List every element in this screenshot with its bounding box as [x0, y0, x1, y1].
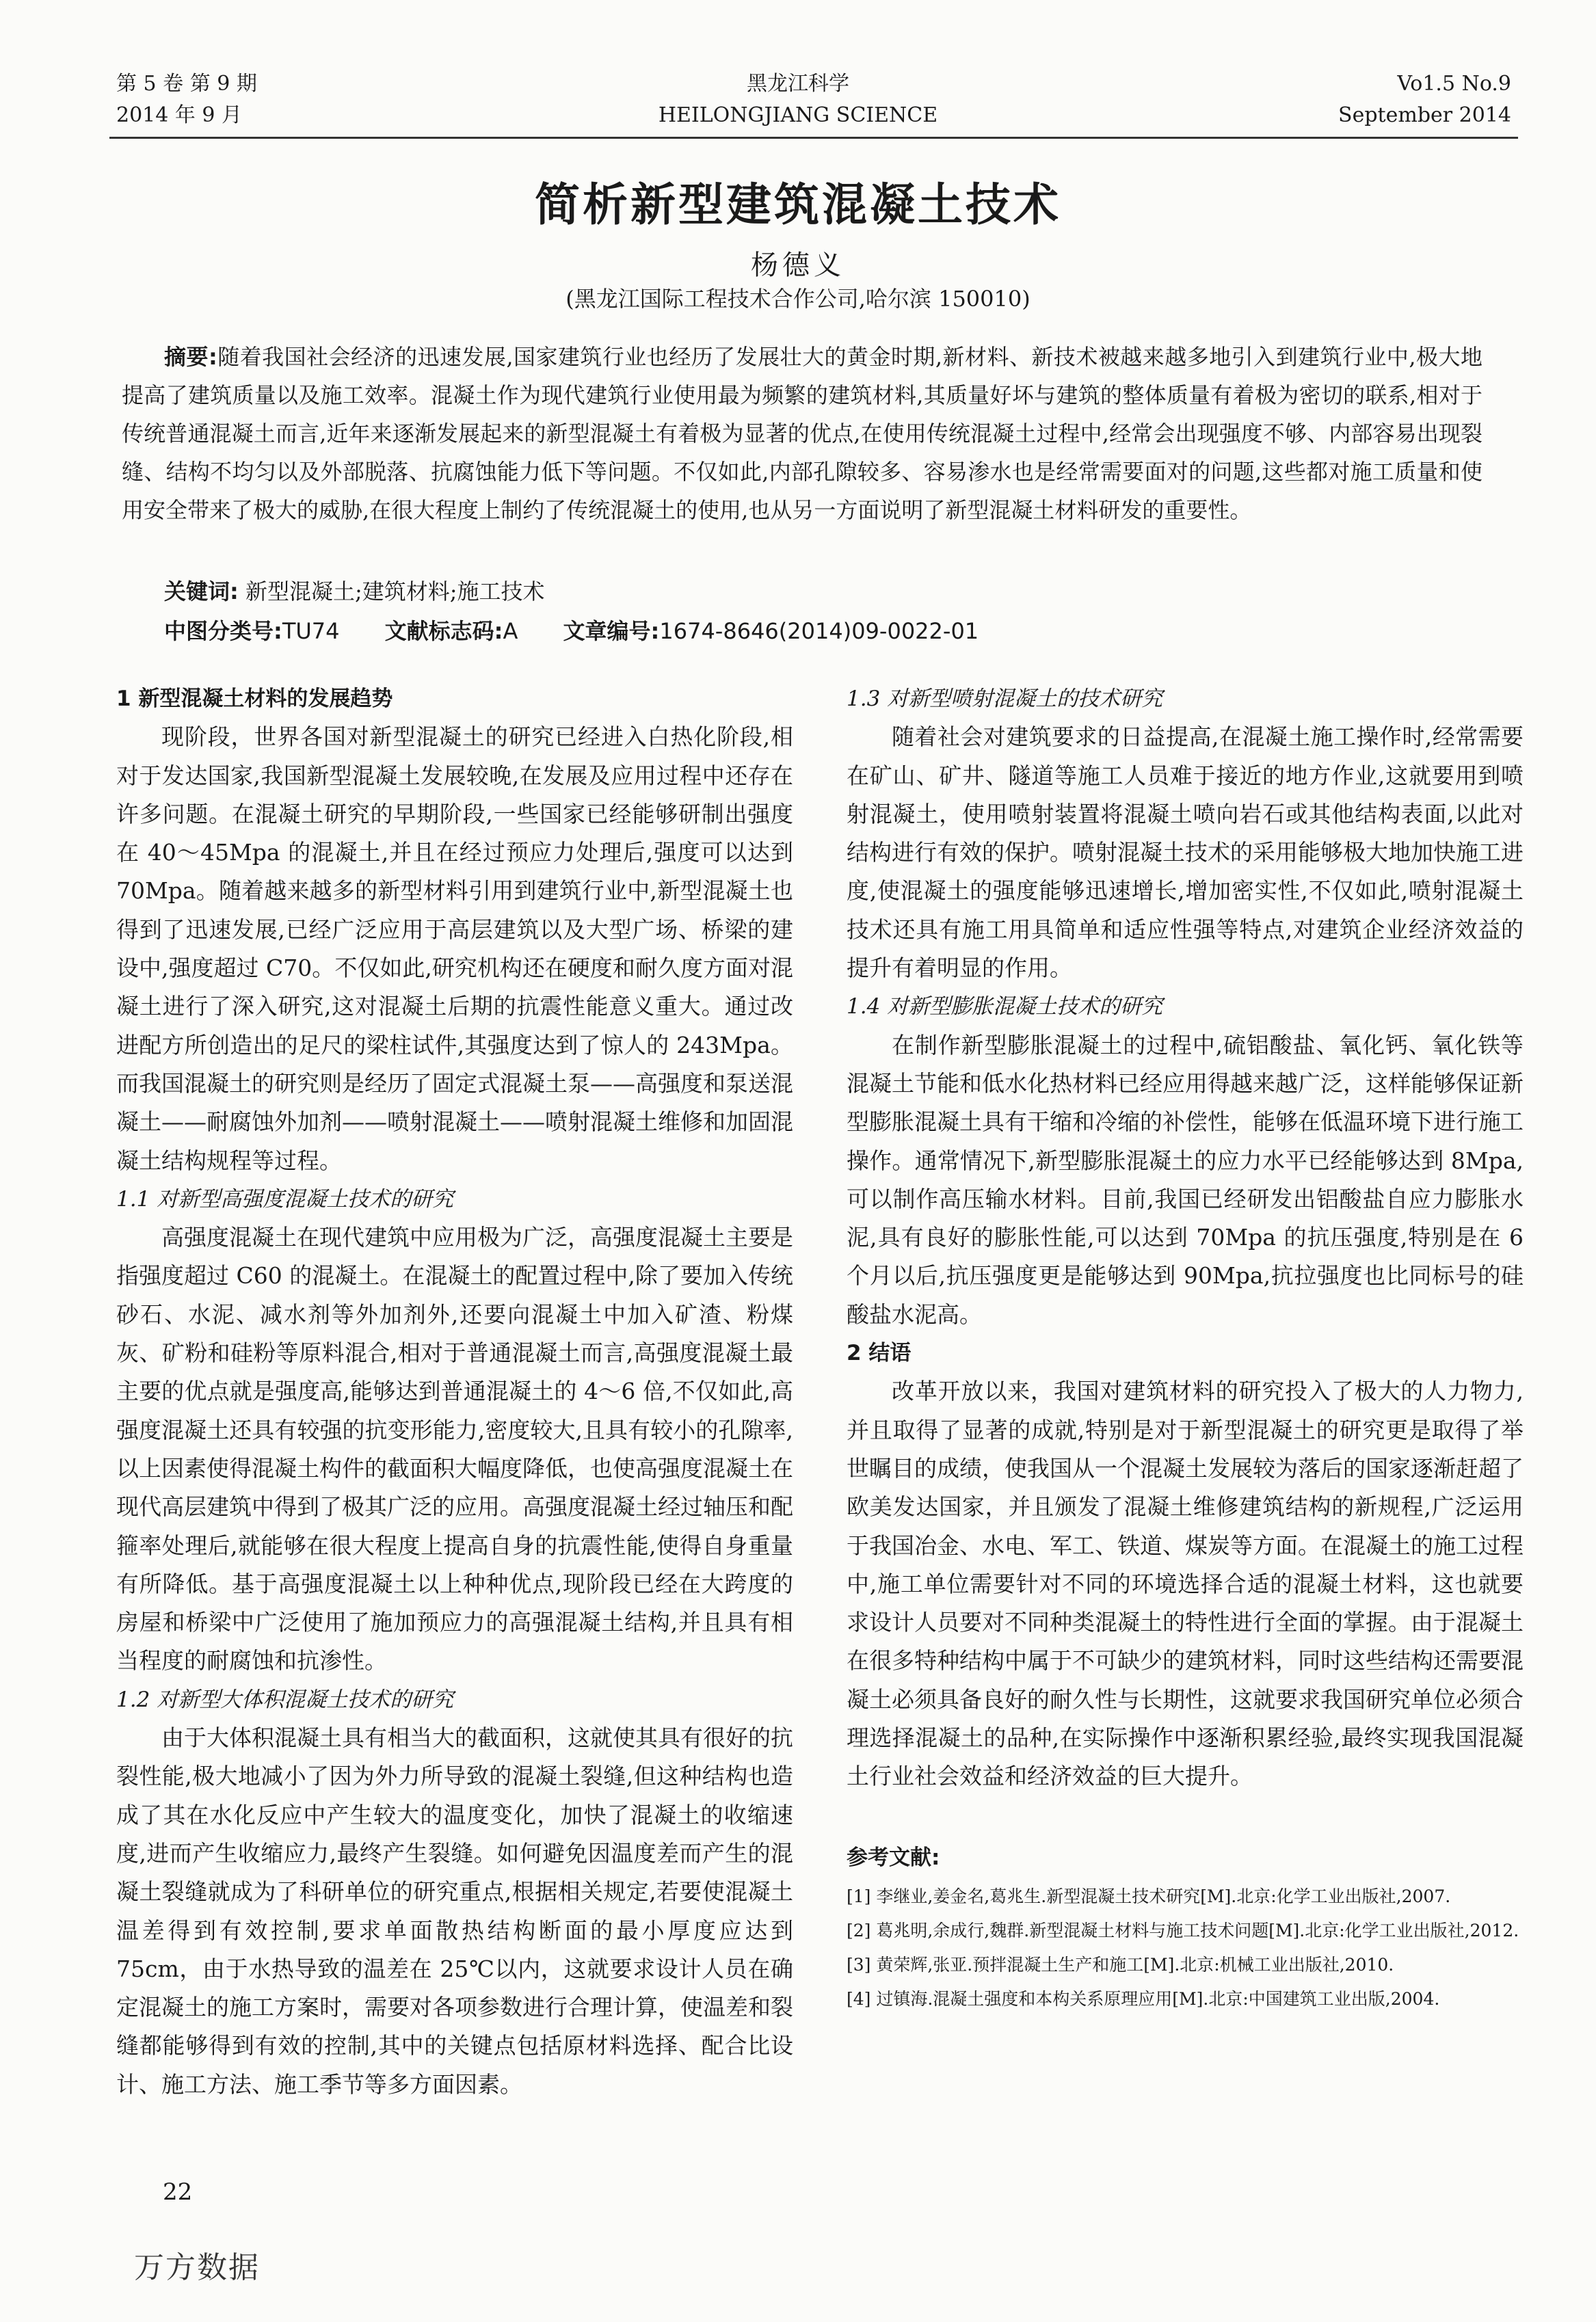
section-heading-1-4: 1.4 对新型膨胀混凝土技术的研究: [847, 994, 1163, 1019]
section-2-paragraph: 改革开放以来，我国对建筑材料的研究投入了极大的人力物力,并且取得了显著的成就,特别是对于新型混凝土的研究更是取得了举世瞩目的成绩，使我国从一个混凝土发展较为落后的国家逐渐赶超了欧美发达国家，并且颁发了混凝土维修建筑结构的新规程,广泛运用于我国冶金、水电、军工、铁道、煤炭等方面。在混凝土的施工过程中,施工单位需要针对不同的环境选择合适的混凝土材料，这也就要求设计人员要对不同种类混凝土的特性进行全面的掌握。由于混凝土在很多特种结构中属于不可缺少的建筑材料，同时这些结构还需要混凝土必须具备良好的耐久性与长期性，这就要求我国研究单位必须合理选择混凝土的品种,在实际操作中逐渐积累经验,最终实现我国混凝土行业社会效益和经济效益的巨大提升。: [847, 1378, 1524, 1790]
volume-issue: 第 5 卷 第 9 期: [116, 72, 257, 96]
section-heading-1-3: 1.3 对新型喷射混凝土的技术研究: [847, 686, 1163, 711]
clc-value: TU74: [282, 618, 340, 644]
journal-name-en: HEILONGJIANG SCIENCE: [658, 103, 938, 127]
doccode-value: A: [503, 618, 518, 644]
reference-item: [1] 李继业,姜金名,葛兆生.新型混凝土技术研究[M].北京:化学工业出版社,2007.: [847, 1886, 1451, 1906]
section-heading-1-1: 1.1 对新型高强度混凝土技术的研究: [116, 1186, 454, 1212]
author-affiliation: (黑龙江国际工程技术合作公司,哈尔滨 150010): [566, 286, 1030, 312]
body-column-left: [116, 680, 793, 2104]
database-watermark: 万方数据: [134, 2250, 260, 2285]
keywords-text: 新型混凝土;建筑材料;施工技术: [245, 578, 545, 604]
journal-name-zh: 黑龙江科学: [747, 72, 849, 96]
keywords: [164, 574, 545, 609]
abstract-text: 随着我国社会经济的迅速发展,国家建筑行业也经历了发展壮大的黄金时期,新材料、新技术被越来越多地引入到建筑行业中,极大地提高了建筑质量以及施工效率。混凝土作为现代建筑行业使用最为频繁的建筑材料,其质量好坏与建筑的整体质量有着极为密切的联系,相对于传统普通混凝土而言,近年来逐渐发展起来的新型混凝土有着极为显著的优点,在使用传统混凝土过程中,经常会出现强度不够、内部容易出现裂缝、结构不均匀以及外部脱落、抗腐蚀能力低下等问题。不仅如此,内部孔隙较多、容易渗水也是经常需要面对的问题,这些都对施工质量和使用安全带来了极大的威胁,在很大程度上制约了传统混凝土的使用,也从另一方面说明了新型混凝土材料研发的重要性。: [122, 344, 1482, 523]
issue-date: 2014 年 9 月: [116, 103, 243, 127]
clc-label: 中图分类号:: [164, 618, 282, 644]
section-1-1-paragraph: 高强度混凝土在现代建筑中应用极为广泛，高强度混凝土主要是指强度超过 C60 的混凝土。在混凝土的配置过程中,除了要加入传统砂石、水泥、减水剂等外加剂外,还要向混凝土中加入矿渣、粉煤灰、矿粉和硅粉等原料混合,相对于普通混凝土而言,高强度混凝土最主要的优点就是强度高,能够达到普通混凝土的 4～6 倍,不仅如此,高强度混凝土还具有较强的抗变形能力,密度较大,且具有较小的孔隙率,以上因素使得混凝土构件的截面积大幅度降低，也使高强度混凝土在现代高层建筑中得到了极其广泛的应用。高强度混凝土经过轴压和配箍率处理后,就能够在很大程度上提高自身的抗震性能,使得自身重量有所降低。基于高强度混凝土以上种种优点,现阶段已经在大跨度的房屋和桥梁中广泛使用了施加预应力的高强混凝土结构,并且具有相当程度的耐腐蚀和抗渗性。: [116, 1224, 793, 1674]
doccode-label: 文献标志码:: [384, 618, 503, 644]
body-column-right: [847, 680, 1524, 2014]
section-1-3-paragraph: 随着社会对建筑要求的日益提高,在混凝土施工操作时,经常需要在矿山、矿井、隧道等施工人员难于接近的地方作业,这就要用到喷射混凝土，使用喷射装置将混凝土喷向岩石或其他结构表面,以此对结构进行有效的保护。喷射混凝土技术的采用能够极大地加快施工进度,使混凝土的强度能够迅速增长,增加密实性,不仅如此,喷射混凝土技术还具有施工用具简单和适应性强等特点,对建筑企业经济效益的提升有着明显的作用。: [847, 723, 1524, 982]
reference-item: [3] 黄荣辉,张亚.预拌混凝土生产和施工[M].北京:机械工业出版社,2010.: [847, 1954, 1394, 1975]
issue-date-en: September 2014: [1338, 103, 1511, 127]
header-rule: [109, 137, 1518, 139]
reference-item: [4] 过镇海.混凝土强度和本构关系原理应用[M].北京:中国建筑工业出版,2004.: [847, 1988, 1440, 2009]
references-title: 参考文献:: [847, 1845, 940, 1870]
section-1-paragraph: 现阶段，世界各国对新型混凝土的研究已经进入白热化阶段,相对于发达国家,我国新型混凝土发展较晚,在发展及应用过程中还存在许多问题。在混凝土研究的早期阶段,一些国家已经能够研制出强度在 40～45Mpa 的混凝土,并且在经过预应力处理后,强度可以达到 70Mpa。随着越来越多的新型材料引用到建筑行业中,新型混凝土也得到了迅速发展,已经广泛应用于高层建筑以及大型广场、桥梁的建设中,强度超过 C70。不仅如此,研究机构还在硬度和耐久度方面对混凝土进行了深入研究,这对混凝土后期的抗震性能意义重大。通过改进配方所创造出的足尺的梁柱试件,其强度达到了惊人的 243Mpa。而我国混凝土的研究则是经历了固定式混凝土泵——高强度和泵送混凝土——耐腐蚀外加剂——喷射混凝土——喷射混凝土维修和加固混凝土结构规程等过程。: [116, 723, 793, 1174]
volume-issue-en: Vo1.5 No.9: [1397, 72, 1511, 96]
article-author: 杨德义: [751, 250, 845, 281]
abstract: [122, 338, 1482, 529]
journal-volume-info-en: [1338, 68, 1511, 131]
section-1-4-paragraph: 在制作新型膨胀混凝土的过程中,硫铝酸盐、氧化钙、氧化铁等混凝土节能和低水化热材料已经应用得越来越广泛，这样能够保证新型膨胀混凝土具有干缩和冷缩的补偿性，能够在低温环境下进行施工操作。通常情况下,新型膨胀混凝土的应力水平已经能够达到 8Mpa,可以制作高压输水材料。目前,我国已经研发出铝酸盐自应力膨胀水泥,具有良好的膨胀性能,可以达到 70Mpa 的抗压强度,特别是在 6 个月以后,抗压强度更是能够达到 90Mpa,抗拉强度也比同标号的硅酸盐水泥高。: [847, 1031, 1524, 1328]
article-title: 简析新型建筑混凝土技术: [535, 178, 1061, 231]
abstract-label: 摘要:: [164, 344, 217, 370]
articleno-label: 文章编号:: [563, 618, 660, 644]
section-1-2-paragraph: 由于大体积混凝土具有相当大的截面积，这就使其具有很好的抗裂性能,极大地减小了因为外力所导致的混凝土裂缝,但这种结构也造成了其在水化反应中产生较大的温度变化，加快了混凝土的收缩速度,进而产生收缩应力,最终产生裂缝。如何避免因温度差而产生的混凝土裂缝就成为了科研单位的研究重点,根据相关规定,若要使混凝土温差得到有效控制,要求单面散热结构断面的最小厚度应达到 75cm，由于水热导致的温差在 25℃以内，这就要求设计人员在确定混凝土的施工方案时，需要对各项参数进行合理计算，使温差和裂缝都能够得到有效的控制,其中的关键点包括原材料选择、配合比设计、施工方法、施工季节等多方面因素。: [116, 1724, 793, 2098]
classification-line: [164, 614, 1017, 648]
reference-item: [2] 葛兆明,余成行,魏群.新型混凝土材料与施工技术问题[M].北京:化学工业出版社,2012.: [847, 1920, 1519, 1940]
section-heading-1-2: 1.2 对新型大体积混凝土技术的研究: [116, 1687, 454, 1712]
section-heading-1: 1 新型混凝土材料的发展趋势: [116, 686, 393, 711]
page-number: 22: [163, 2178, 193, 2206]
articleno-value: 1674-8646(2014)09-0022-01: [659, 618, 979, 644]
section-heading-2: 2 结语: [847, 1341, 912, 1366]
keywords-label: 关键词:: [164, 578, 239, 604]
